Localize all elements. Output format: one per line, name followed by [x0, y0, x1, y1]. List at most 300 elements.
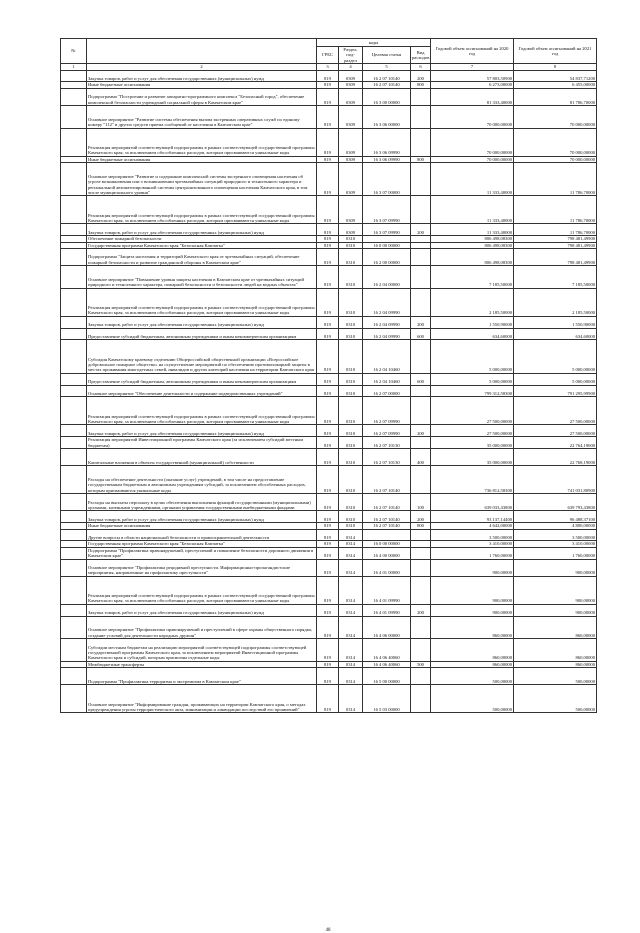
cell-rz: 0314 — [339, 559, 363, 576]
cell-grbs: 819 — [317, 316, 339, 328]
cell-vr — [411, 397, 431, 425]
table-row — [61, 466, 597, 494]
cell-num — [61, 685, 87, 713]
cell-grbs: 819 — [317, 128, 339, 156]
cell-vr — [411, 385, 431, 397]
cell-rz: 0309 — [339, 82, 363, 88]
cell-name: Обеспечение пожарной безопасности — [87, 236, 317, 242]
table-row — [61, 685, 597, 713]
cell-rz: 0314 — [339, 541, 363, 547]
cell-v1: 11 333,40000 — [431, 196, 514, 224]
table-row — [61, 397, 597, 425]
cell-name: Закупка товаров, работ и услуг для обеспечения государственных (муниципальных) нужд — [87, 316, 317, 328]
cell-v1: 4 642,00000 — [431, 523, 514, 529]
colnum: 6 — [411, 64, 431, 70]
colnum: 5 — [363, 64, 411, 70]
cell-v1: 806 498,08300 — [431, 236, 514, 242]
cell-num — [61, 616, 87, 639]
header-codes: коды — [317, 39, 431, 47]
cell-rz: 0310 — [339, 249, 363, 266]
cell-num — [61, 385, 87, 397]
cell-cs: 16 2 07 10140 — [363, 511, 411, 523]
cell-vr — [411, 128, 431, 156]
cell-v2: 860,00000 — [514, 616, 597, 639]
cell-v2: 70 000,00000 — [514, 156, 597, 162]
table-row — [61, 437, 597, 449]
cell-vr — [411, 547, 431, 559]
cell-v1: 860,00000 — [431, 661, 514, 667]
budget-page — [60, 38, 596, 933]
cell-num — [61, 128, 87, 156]
cell-v2: 2 185,50000 — [514, 288, 597, 316]
budget-table — [60, 38, 597, 713]
cell-num — [61, 529, 87, 541]
cell-name: Реализация мероприятий соответствующей подпрограммы в рамках соответствующей государственной программы Камчатского края, за исключением обособленных расходов, которым присваиваются уникальные коды — [87, 196, 317, 224]
cell-v2: 860,00000 — [514, 661, 597, 667]
table-body — [61, 70, 597, 713]
cell-grbs: 819 — [317, 466, 339, 494]
cell-vr — [411, 340, 431, 373]
cell-v2: 81 786,70000 — [514, 88, 597, 105]
cell-v1: 11 333,40000 — [431, 224, 514, 236]
cell-name: Основное мероприятие "Развитие системы обеспечения вызова экстренных оперативных служб по единому номеру "112" и других средств приема сообщений от населения в Камчатском крае" — [87, 106, 317, 129]
cell-v2: 798 481,49900 — [514, 249, 597, 266]
cell-v1: 70 000,00000 — [431, 128, 514, 156]
cell-rz: 0310 — [339, 385, 363, 397]
cell-name: Предоставление субсидий бюджетным, автономным учреждениям и иным некоммерческим организациям — [87, 373, 317, 385]
cell-rz: 0309 — [339, 156, 363, 162]
cell-grbs: 819 — [317, 88, 339, 105]
table-row — [61, 511, 597, 523]
table-row — [61, 128, 597, 156]
cell-name: Подпрограмма "Построение и развитие аппаратно-программного комплекса "Безопасный город", обеспечение комплексной безопасности учреждений социальной сферы в Камчатском крае" — [87, 88, 317, 105]
cell-rz: 0310 — [339, 397, 363, 425]
cell-rz: 0310 — [339, 266, 363, 289]
cell-cs: 16 4 00 00000 — [363, 547, 411, 559]
cell-rz: 0310 — [339, 425, 363, 437]
cell-cs: 16 4 06 40060 — [363, 639, 411, 662]
cell-num — [61, 328, 87, 340]
cell-vr: 200 — [411, 604, 431, 616]
cell-v1: 35 000,00000 — [431, 437, 514, 449]
cell-rz: 0314 — [339, 661, 363, 667]
cell-v2: 900,00000 — [514, 559, 597, 576]
table-row — [61, 266, 597, 289]
table-row — [61, 639, 597, 662]
cell-num — [61, 547, 87, 559]
cell-cs: 16 5 03 00000 — [363, 685, 411, 713]
cell-grbs: 819 — [317, 163, 339, 196]
cell-v2: 11 786,70000 — [514, 163, 597, 196]
cell-name: Закупка товаров, работ и услуг для обеспечения государственных (муниципальных) нужд — [87, 511, 317, 523]
page-number: 48 — [325, 928, 331, 933]
cell-v1: 35 000,00000 — [431, 448, 514, 465]
cell-v2: 27 500,00000 — [514, 425, 597, 437]
cell-vr: 200 — [411, 224, 431, 236]
cell-vr — [411, 437, 431, 449]
cell-name: Капитальные вложения в объекты государственной (муниципальной) собственности — [87, 448, 317, 465]
cell-v2: 798 481,49900 — [514, 242, 597, 248]
table-row — [61, 576, 597, 604]
cell-grbs: 819 — [317, 328, 339, 340]
cell-rz: 0309 — [339, 224, 363, 236]
cell-grbs: 819 — [317, 494, 339, 511]
table-row — [61, 385, 597, 397]
cell-rz: 0310 — [339, 236, 363, 242]
cell-vr: 200 — [411, 511, 431, 523]
cell-num — [61, 288, 87, 316]
cell-v1: 500,00000 — [431, 685, 514, 713]
cell-rz: 0310 — [339, 288, 363, 316]
cell-cs: 16 2 07 09990 — [363, 425, 411, 437]
cell-name: Реализация мероприятий соответствующей подпрограммы в рамках соответствующей государственной программы Камчатского края, за исключением обособленных расходов, которым присваиваются уникальные коды — [87, 288, 317, 316]
cell-v2: 4 800,00000 — [514, 523, 597, 529]
cell-num — [61, 88, 87, 105]
cell-name: Иные бюджетные ассигнования — [87, 523, 317, 529]
cell-rz: 0310 — [339, 466, 363, 494]
cell-cs: 16 3 06 09990 — [363, 156, 411, 162]
cell-v1: 3 410,00000 — [431, 541, 514, 547]
cell-grbs: 819 — [317, 639, 339, 662]
cell-grbs: 819 — [317, 523, 339, 529]
cell-num — [61, 70, 87, 82]
table-row — [61, 196, 597, 224]
cell-cs: 16 2 04 00000 — [363, 266, 411, 289]
cell-cs: 16 2 07 10140 — [363, 466, 411, 494]
table-header — [61, 39, 597, 71]
colnum: 8 — [514, 64, 597, 70]
cell-v2: 27 500,00000 — [514, 397, 597, 425]
cell-rz: 0314 — [339, 547, 363, 559]
cell-rz: 0309 — [339, 106, 363, 129]
cell-vr — [411, 288, 431, 316]
cell-grbs: 819 — [317, 156, 339, 162]
header-vol2020: Годовой объем ассигнований на 2020 год — [431, 39, 514, 64]
cell-cs: 16 2 04 10460 — [363, 373, 411, 385]
cell-grbs: 819 — [317, 425, 339, 437]
cell-name: Другие вопросы в области национальной безопасности и правоохранительной деятельности — [87, 529, 317, 541]
header-grbs: ГРБС — [317, 47, 339, 64]
cell-grbs: 819 — [317, 604, 339, 616]
cell-v1: 806 498,08300 — [431, 242, 514, 248]
cell-cs: 16 2 04 10460 — [363, 340, 411, 373]
cell-v1: 2 185,50000 — [431, 288, 514, 316]
cell-v2: 639 793,43800 — [514, 494, 597, 511]
cell-grbs: 819 — [317, 373, 339, 385]
table-row — [61, 88, 597, 105]
table-row — [61, 448, 597, 465]
cell-rz: 0309 — [339, 196, 363, 224]
cell-vr — [411, 685, 431, 713]
cell-vr — [411, 163, 431, 196]
cell-num — [61, 373, 87, 385]
cell-rz: 0309 — [339, 163, 363, 196]
cell-grbs: 819 — [317, 529, 339, 541]
cell-vr — [411, 88, 431, 105]
cell-v1: 70 000,00000 — [431, 156, 514, 162]
cell-num — [61, 448, 87, 465]
colnum: 2 — [87, 64, 317, 70]
cell-name: Иные бюджетные ассигнования — [87, 156, 317, 162]
cell-name: Основное мероприятие "Повышение уровня защиты населения в Камчатском крае от чрезвычайных ситуаций природного и техногенного характера, пожарной безопасности и безопасности людей на водных объектах" — [87, 266, 317, 289]
cell-cs: 16 0 00 00000 — [363, 242, 411, 248]
cell-name: Основное мероприятие "Обеспечение деятельности и содержание подведомственных учреждений" — [87, 385, 317, 397]
cell-vr — [411, 249, 431, 266]
cell-cs: 16 2 07 10140 — [363, 494, 411, 511]
table-row — [61, 668, 597, 685]
cell-v2: 900,00000 — [514, 576, 597, 604]
table-row — [61, 249, 597, 266]
cell-vr: 200 — [411, 425, 431, 437]
cell-cs: 16 4 06 40060 — [363, 661, 411, 667]
cell-name: Закупка товаров, работ и услуг для обеспечения государственных (муниципальных) нужд — [87, 604, 317, 616]
cell-v2: 5 000,00000 — [514, 340, 597, 373]
cell-v1: 1 550,90000 — [431, 316, 514, 328]
cell-num — [61, 397, 87, 425]
cell-num — [61, 639, 87, 662]
cell-vr — [411, 196, 431, 224]
table-row — [61, 288, 597, 316]
cell-num — [61, 266, 87, 289]
cell-name: Государственная программа Камчатского края "Безопасная Камчатка" — [87, 242, 317, 248]
cell-vr: 600 — [411, 328, 431, 340]
cell-cs: 16 2 07 10140 — [363, 82, 411, 88]
table-row — [61, 529, 597, 541]
cell-rz: 0310 — [339, 242, 363, 248]
cell-v1: 3 500,00000 — [431, 529, 514, 541]
cell-cs: 16 2 04 09990 — [363, 288, 411, 316]
cell-v2: 3 410,00000 — [514, 541, 597, 547]
cell-v1: 7 185,50000 — [431, 266, 514, 289]
cell-cs: 16 2 07 10140 — [363, 70, 411, 82]
colnum: 4 — [339, 64, 363, 70]
cell-vr: 600 — [411, 373, 431, 385]
cell-num — [61, 163, 87, 196]
cell-grbs: 819 — [317, 511, 339, 523]
cell-cs: 16 3 06 09990 — [363, 128, 411, 156]
cell-grbs: 819 — [317, 70, 339, 82]
cell-v2: 3 500,00000 — [514, 529, 597, 541]
cell-v1: 860,00000 — [431, 639, 514, 662]
cell-name: Основное мероприятие "Информирование граждан, проживающих на территории Камчатского края, о методах предупреждения угрозы террористического акта, минимизации и ликвидации последствий его проявлений" — [87, 685, 317, 713]
cell-num — [61, 437, 87, 449]
cell-v2: 500,00000 — [514, 668, 597, 685]
cell-num — [61, 576, 87, 604]
cell-v2: 1 550,90000 — [514, 316, 597, 328]
table-row — [61, 163, 597, 196]
cell-num — [61, 224, 87, 236]
table-row — [61, 547, 597, 559]
cell-num — [61, 466, 87, 494]
cell-v2: 634,60000 — [514, 328, 597, 340]
header-no: № — [61, 39, 87, 64]
cell-name: Основное мероприятие "Профилактика рецидивной преступности. Информационно-пропагандистские мероприятия, направленные на профилактику преступности" — [87, 559, 317, 576]
cell-v1: 900,00000 — [431, 604, 514, 616]
cell-vr — [411, 106, 431, 129]
cell-v1: 860,00000 — [431, 616, 514, 639]
cell-v1: 634,60000 — [431, 328, 514, 340]
cell-num — [61, 511, 87, 523]
cell-num — [61, 425, 87, 437]
cell-grbs: 819 — [317, 397, 339, 425]
cell-vr — [411, 559, 431, 576]
header-target: Целевая статья — [363, 47, 411, 64]
cell-v1: 70 000,00000 — [431, 106, 514, 129]
cell-num — [61, 604, 87, 616]
cell-name: Закупка товаров, работ и услуг для обеспечения государственных (муниципальных) нужд — [87, 425, 317, 437]
cell-name: Субсидия Камчатскому краевому отделению Общероссийской общественной организации «Всероссийское добровольное пожарное общество» на осуществление мероприятий по обеспечению противопожарной защиты в местах проживания многодетных семей, инвалидов и других категорий населения на территории Камчатского края — [87, 340, 317, 373]
cell-grbs: 819 — [317, 616, 339, 639]
cell-name: Подпрограмма "Защита населения и территорий Камчатского края от чрезвычайных ситуаций, обеспечение пожарной безопасности и развитие гражданской обороны в Камчатском крае" — [87, 249, 317, 266]
cell-cs: 16 2 07 10130 — [363, 448, 411, 465]
cell-rz: 0310 — [339, 328, 363, 340]
cell-rz: 0310 — [339, 494, 363, 511]
cell-cs: 16 4 01 09990 — [363, 576, 411, 604]
cell-name: Расходы на выплаты персоналу в целях обеспечения выполнения функций государственными (муниципальными) органами, казенными учреждениями, органами управления государственными внебюджетными фондами — [87, 494, 317, 511]
cell-grbs: 819 — [317, 242, 339, 248]
cell-v2: 6 455,00000 — [514, 82, 597, 88]
cell-cs: 16 2 04 09990 — [363, 328, 411, 340]
cell-rz: 0310 — [339, 448, 363, 465]
table-row — [61, 328, 597, 340]
cell-vr: 100 — [411, 494, 431, 511]
cell-v1: 57 803,50900 — [431, 70, 514, 82]
colnum: 1 — [61, 64, 87, 70]
cell-num — [61, 249, 87, 266]
cell-grbs: 819 — [317, 385, 339, 397]
cell-rz: 0310 — [339, 523, 363, 529]
cell-grbs: 819 — [317, 668, 339, 685]
cell-cs: 16 2 07 10130 — [363, 437, 411, 449]
cell-cs: 16 4 01 09990 — [363, 604, 411, 616]
cell-cs: 16 3 06 00000 — [363, 106, 411, 129]
cell-v1: 27 500,00000 — [431, 397, 514, 425]
cell-name: Реализация мероприятий Инвестиционной программы Камчатского края (за исключением субсидий местным бюджетам) — [87, 437, 317, 449]
cell-name: Подпрограмма "Профилактика терроризма и экстремизма в Камчатском крае" — [87, 668, 317, 685]
cell-rz: 0314 — [339, 685, 363, 713]
cell-grbs: 819 — [317, 82, 339, 88]
cell-vr — [411, 529, 431, 541]
cell-v2: 11 786,70000 — [514, 224, 597, 236]
table-row — [61, 70, 597, 82]
cell-vr: 800 — [411, 82, 431, 88]
table-row — [61, 559, 597, 576]
cell-grbs: 819 — [317, 224, 339, 236]
cell-v2: 500,00000 — [514, 685, 597, 713]
cell-v2: 1 760,00000 — [514, 547, 597, 559]
cell-name: Основное мероприятие "Профилактика правонарушений и преступлений в сфере охраны общественного порядка, создание условий для деятельности народных дружин" — [87, 616, 317, 639]
cell-rz: 0310 — [339, 373, 363, 385]
cell-v2: 11 786,70000 — [514, 196, 597, 224]
table-row — [61, 604, 597, 616]
header-vid: Вид расходов — [411, 47, 431, 64]
cell-rz: 0310 — [339, 511, 363, 523]
cell-cs: 16 3 00 00000 — [363, 88, 411, 105]
cell-grbs: 819 — [317, 547, 339, 559]
cell-vr — [411, 639, 431, 662]
cell-cs: 16 3 07 00000 — [363, 163, 411, 196]
cell-rz: 0314 — [339, 639, 363, 662]
cell-name: Межбюджетные трансферты — [87, 661, 317, 667]
cell-v2: 741 031,80900 — [514, 466, 597, 494]
colnum: 7 — [431, 64, 514, 70]
table-row — [61, 106, 597, 129]
header-section: Раздел, под-раздел — [339, 47, 363, 64]
header-name — [87, 39, 317, 64]
table-row — [61, 616, 597, 639]
cell-v1: 900,00000 — [431, 576, 514, 604]
cell-rz: 0309 — [339, 128, 363, 156]
cell-rz: 0310 — [339, 437, 363, 449]
cell-v2: 70 000,00000 — [514, 128, 597, 156]
cell-vr: 500 — [411, 661, 431, 667]
cell-v2: 22 764,19000 — [514, 437, 597, 449]
cell-grbs: 819 — [317, 437, 339, 449]
cell-vr: 200 — [411, 316, 431, 328]
cell-v2: 900,00000 — [514, 604, 597, 616]
cell-grbs: 819 — [317, 340, 339, 373]
cell-grbs: 819 — [317, 661, 339, 667]
cell-v1: 81 333,40000 — [431, 88, 514, 105]
cell-v2: 5 000,00000 — [514, 373, 597, 385]
cell-v2: 860,00000 — [514, 639, 597, 662]
cell-v1: 1 760,00000 — [431, 547, 514, 559]
cell-grbs: 819 — [317, 196, 339, 224]
cell-v1: 806 498,08300 — [431, 249, 514, 266]
cell-v2: 7 185,50000 — [514, 266, 597, 289]
cell-v1: 11 333,40000 — [431, 163, 514, 196]
cell-name: Подпрограмма "Профилактика правонарушений, преступлений и повышение безопасности дорожного движения в Камчатском крае" — [87, 547, 317, 559]
cell-vr: 800 — [411, 156, 431, 162]
cell-grbs: 819 — [317, 106, 339, 129]
cell-cs: 16 2 07 09990 — [363, 397, 411, 425]
cell-cs: 16 4 01 00000 — [363, 559, 411, 576]
cell-vr: 400 — [411, 448, 431, 465]
cell-cs: 16 3 07 09990 — [363, 196, 411, 224]
cell-grbs: 819 — [317, 576, 339, 604]
cell-num — [61, 668, 87, 685]
cell-name: Иные бюджетные ассигнования — [87, 82, 317, 88]
cell-grbs: 819 — [317, 541, 339, 547]
cell-vr: 200 — [411, 70, 431, 82]
cell-rz: 0314 — [339, 668, 363, 685]
cell-vr — [411, 266, 431, 289]
table-row — [61, 425, 597, 437]
cell-vr — [411, 668, 431, 685]
cell-grbs: 819 — [317, 249, 339, 266]
cell-grbs: 819 — [317, 288, 339, 316]
table-row — [61, 494, 597, 511]
cell-grbs: 819 — [317, 266, 339, 289]
cell-cs — [363, 529, 411, 541]
cell-vr — [411, 466, 431, 494]
cell-rz: 0314 — [339, 529, 363, 541]
cell-name: Основное мероприятие "Развитие и содержание комплексной системы экстренного оповещения населения об угрозе возникновения или о возникновении чрезвычайных ситуаций природного и техногенного характера и региональной автоматизированной системы централизованного оповещения населения Камчатского края, в том числе муниципального уровня" — [87, 163, 317, 196]
cell-v1: 27 500,00000 — [431, 425, 514, 437]
cell-v2: 54 837,71200 — [514, 70, 597, 82]
cell-v2: 96 488,37100 — [514, 511, 597, 523]
cell-v2: 791 295,99900 — [514, 385, 597, 397]
cell-name: Закупка товаров, работ и услуг для обеспечения государственных (муниципальных) нужд — [87, 70, 317, 82]
cell-v1: 736 812,58300 — [431, 466, 514, 494]
cell-rz: 0314 — [339, 604, 363, 616]
cell-num — [61, 196, 87, 224]
cell-cs: 16 2 00 00000 — [363, 249, 411, 266]
cell-rz: 0310 — [339, 340, 363, 373]
cell-cs: 16 0 00 00000 — [363, 541, 411, 547]
cell-rz: 0309 — [339, 88, 363, 105]
cell-v2: 798 481,49900 — [514, 236, 597, 242]
